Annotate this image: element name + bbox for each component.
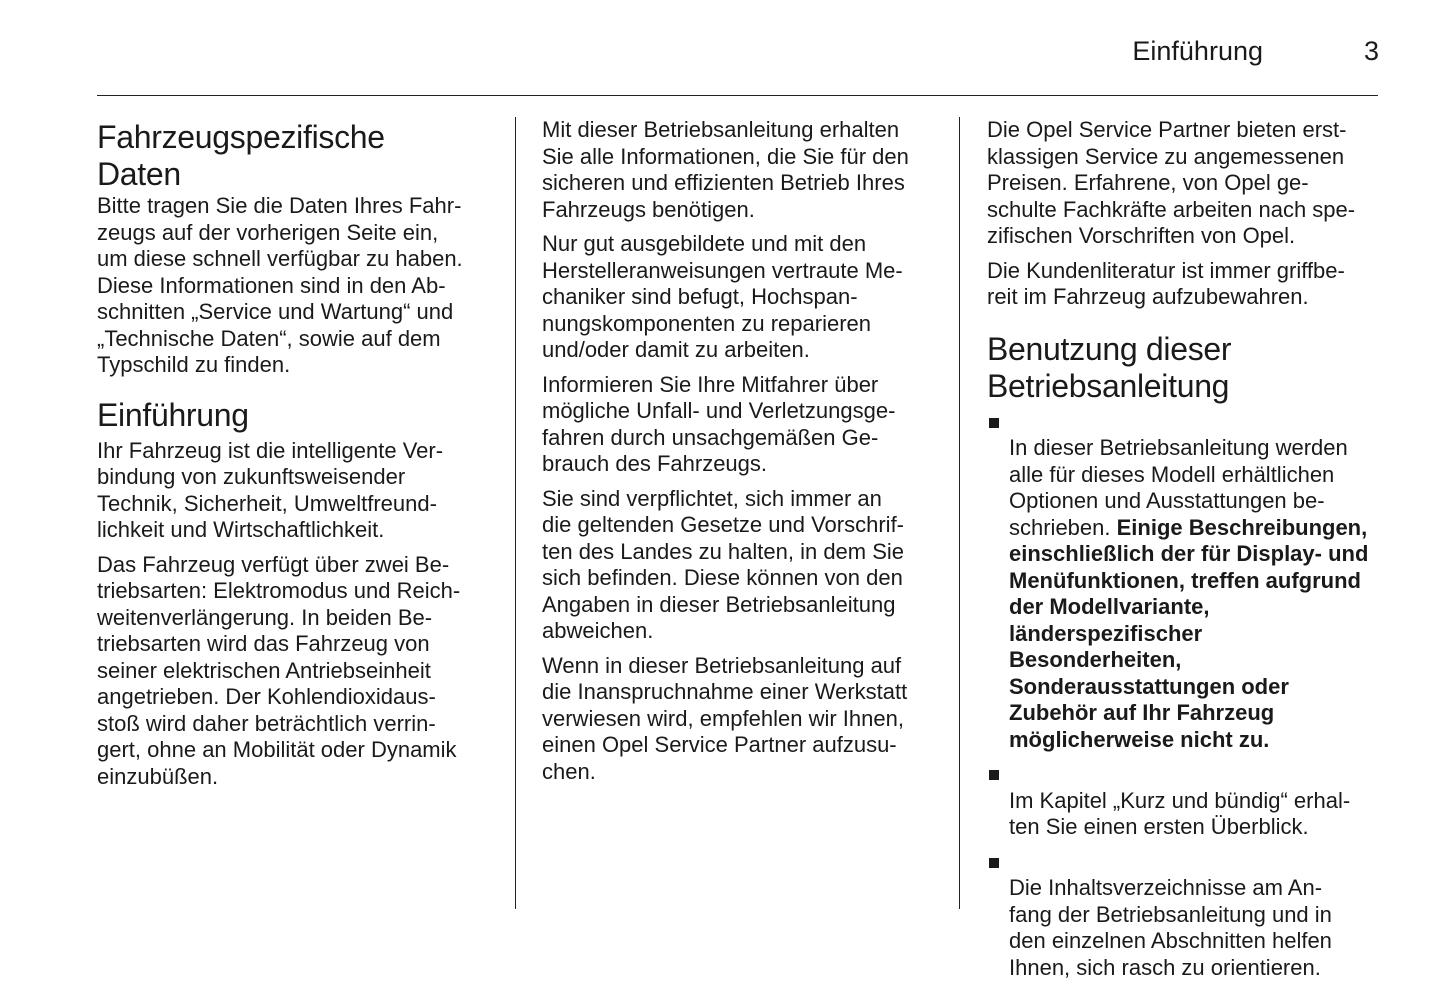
list-item <box>987 761 1387 841</box>
header-divider <box>97 95 1378 96</box>
bullet-text: Im Kapitel „Kurz und bündig“ erhal- ten Sie einen ersten Überblick. <box>1009 787 1351 839</box>
column-divider-1 <box>515 117 516 909</box>
column-left <box>97 117 497 798</box>
paragraph-laws: Sie sind verpflichtet, sich immer an die geltenden Gesetze und Vorschrif- ten des Landes zu halten, in dem Sie sich befinden. Diese können von den Angaben in dieser Betriebsanleitung abweichen. <box>542 485 905 643</box>
header-section-title: Einführung <box>1132 36 1263 66</box>
square-bullet-icon <box>989 418 999 428</box>
paragraph-workshop: Wenn in dieser Betriebsanleitung auf die Inanspruchnahme einer Werkstatt verwiesen wird, empfehlen wir Ihnen, einen Opel Service Partner aufzusu- chen. <box>542 652 908 784</box>
column-middle <box>542 117 942 793</box>
paragraph-mechanics: Nur gut ausgebildete und mit den Herstelleranweisungen vertraute Me- chaniker sind befugt, Hochspan- nungskomponenten zu reparieren und/oder damit zu arbeiten. <box>542 231 903 362</box>
square-bullet-icon <box>989 770 999 780</box>
bullet-text-bold: Einige Beschreibungen, einschließlich der für Display- und Menüfunktionen, treffen aufgrund der Modellvariante, länderspezifischer Besonderheiten, Sonderausstattungen oder Zubehör auf Ihr Fahrzeug möglicherweise nicht zu. <box>1009 514 1369 752</box>
bullet-text: Die Inhaltsverzeichnisse am An- fang der Betriebsanleitung und in den einzelnen Abschnitten helfen Ihnen, sich rasch zu orientieren. <box>1009 875 1332 980</box>
bullet-text-normal: In dieser Betriebsanleitung werden alle für dieses Modell erhältlichen Optionen und Ausstattungen be- schrieben. <box>1009 435 1348 540</box>
paragraph-passengers: Informieren Sie Ihre Mitfahrer über mögliche Unfall- und Verletzungsge- fahren durch unsachgemäßen Ge- brauch des Fahrzeugs. <box>542 371 896 476</box>
paragraph-manual-info: Mit dieser Betriebsanleitung erhalten Sie alle Informationen, die Sie für den sicheren und effizienten Betrieb Ihres Fahrzeugs benötigen. <box>542 117 909 222</box>
page-number: 3 <box>1363 36 1379 66</box>
square-bullet-icon <box>989 858 999 868</box>
heading-using-manual: Benutzung dieser Betriebsanleitung <box>987 330 1232 404</box>
heading-vehicle-data: Fahrzeugspezifische Daten <box>97 119 385 192</box>
paragraph-vehicle-data: Bitte tragen Sie die Daten Ihres Fahr- zeugs auf der vorherigen Seite ein, um diese schnell verfügbar zu haben. Diese Informationen sind in den Ab- schnitten „Service und Wartung“ und „Technische Daten“, sowie auf dem Typschild zu finden. <box>97 193 463 377</box>
heading-introduction: Einführung <box>97 396 249 433</box>
paragraph-intro-2: Das Fahrzeug verfügt über zwei Be- triebsarten: Elektromodus und Reich- weitenverlängerung. In beiden Be- triebsarten wird das Fahrzeug von seiner elektrischen Antriebseinheit angetrieben. Der Kohlendioxidaus- stoß wird daher beträchtlich verrin- gert, ohne an Mobilität oder Dynamik einzubüßen. <box>97 551 461 789</box>
list-item <box>987 849 1387 982</box>
column-right <box>987 117 1387 989</box>
column-divider-2 <box>959 117 960 909</box>
paragraph-service-partners: Die Opel Service Partner bieten erst- klassigen Service zu angemessenen Preisen. Erfahrene, von Opel ge- schulte Fachkräfte arbeiten nach spe- zifischen Vorschriften von Opel. <box>987 117 1356 248</box>
paragraph-literature: Die Kundenliteratur ist immer griffbe- reit im Fahrzeug aufzubewahren. <box>987 257 1345 309</box>
paragraph-intro-1: Ihr Fahrzeug ist die intelligente Ver- bindung von zukunftsweisender Technik, Sicherheit, Umweltfreund- lichkeit und Wirtschaftlichkeit. <box>97 437 444 542</box>
list-item <box>987 409 1387 754</box>
